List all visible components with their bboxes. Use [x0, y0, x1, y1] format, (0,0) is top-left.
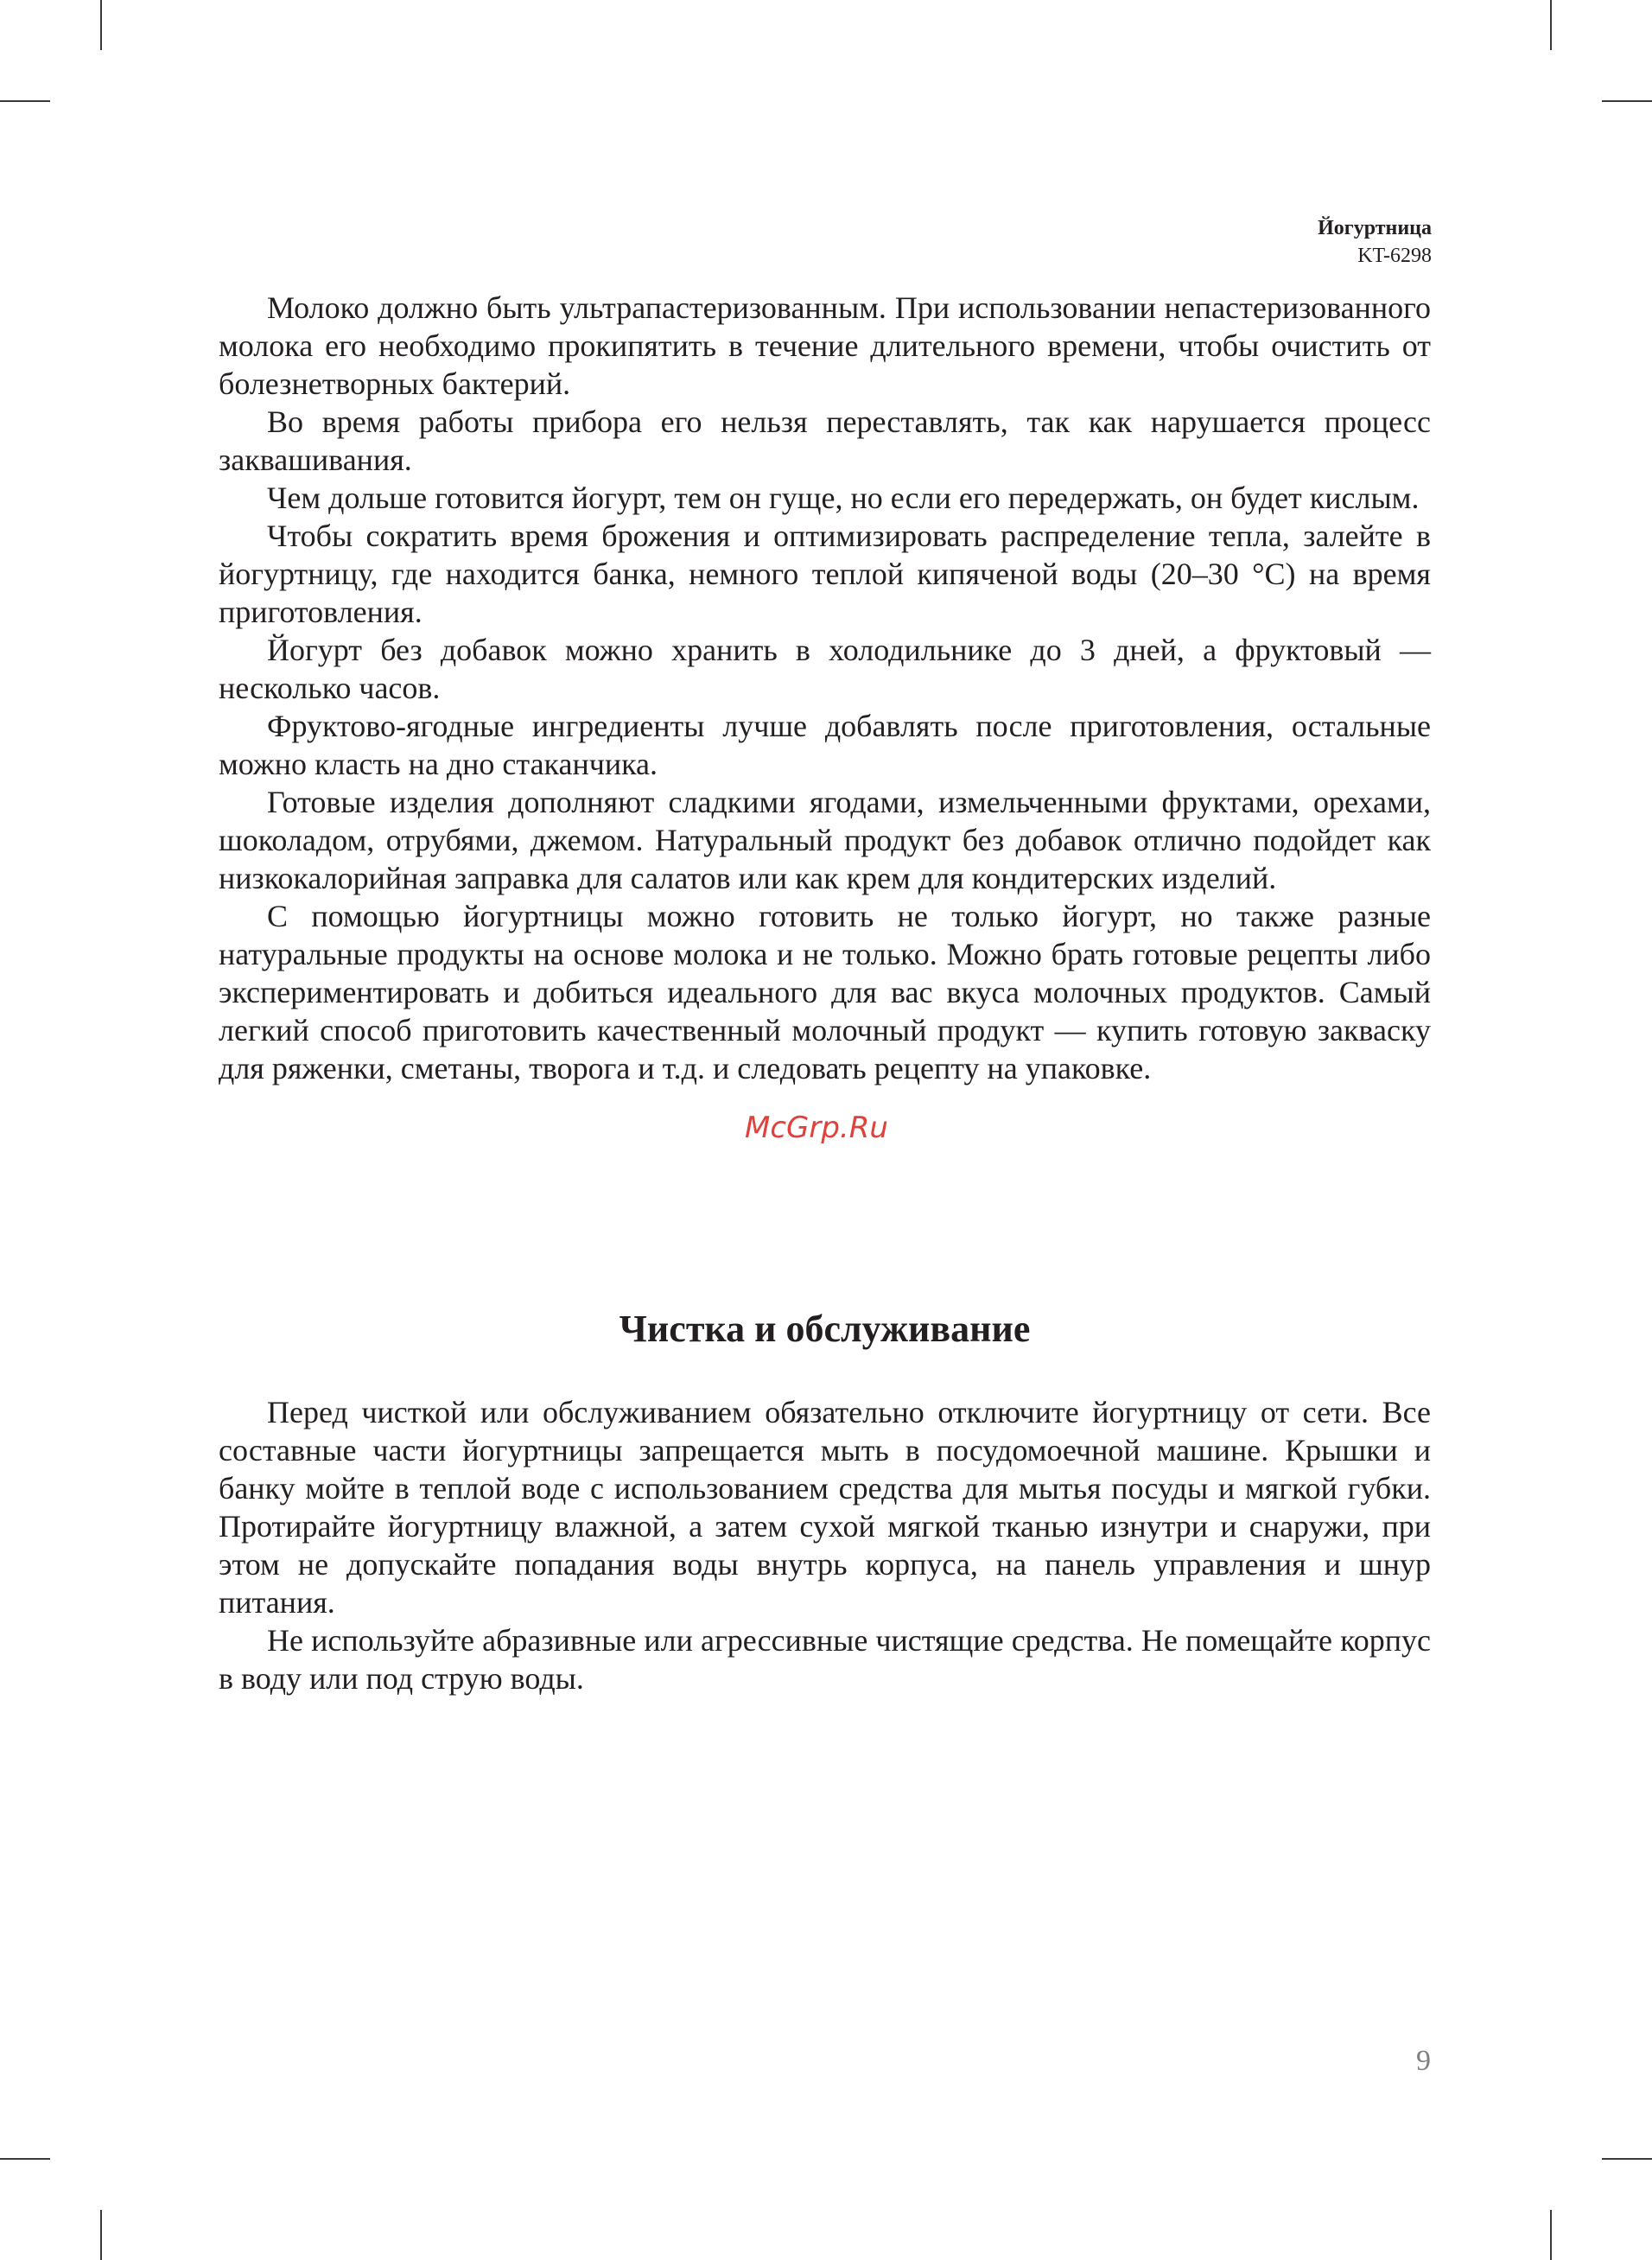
paragraph: Фруктово-ягодные ингредиенты лучше добавлять после приготовления, остальные можно класть на дно стаканчика.	[219, 709, 1431, 781]
paragraph: Йогурт без добавок можно хранить в холодильнике до 3 дней, а фруктовый — несколько часов.	[219, 633, 1431, 705]
crop-mark	[1550, 2210, 1552, 2260]
crop-mark	[1602, 100, 1652, 102]
paragraph: Во время работы прибора его нельзя переставлять, так как нарушается процесс заквашивания.	[219, 404, 1431, 477]
paragraph: Чем дольше готовится йогурт, тем он гуще, но если его передержать, он будет кислым.	[267, 481, 1420, 515]
crop-mark	[1550, 0, 1552, 50]
section-title: Чистка и обслуживание	[619, 1308, 1031, 1350]
watermark: McGrp.Ru	[745, 1111, 888, 1145]
crop-mark	[100, 2210, 102, 2260]
paragraph: С помощью йогуртницы можно готовить не только йогурт, но также разные натуральные продукты на основе молока и не только. Можно брать готовые рецепты либо экспериментировать и добиться идеального для вас вкуса молочных продуктов. Самый легкий способ приготовить качественный молочный продукт — купить готовую закваску для ряженки, сметаны, творога и т.д. и следовать рецепту на упаковке.	[219, 899, 1431, 1085]
product-name: Йогуртница	[1318, 217, 1432, 239]
page-number: 9	[1416, 2045, 1431, 2077]
paragraph: Готовые изделия дополняют сладкими ягодами, измельченными фруктами, орехами, шоколадом, отрубями, джемом. Натуральный продукт без добавок отлично подойдет как низкокалорийная заправка для салатов или как крем для кондитерских изделий.	[219, 785, 1431, 895]
model-number: KT-6298	[1357, 245, 1432, 267]
paragraph: Не используйте абразивные или агрессивные чистящие средства. Не помещайте корпус в воду или под струю воды.	[219, 1623, 1431, 1696]
paragraph: Молоко должно быть ультрапастеризованным. При использовании непастеризованного молока его необходимо прокипятить в течение длительного времени, чтобы очистить от болезнетворных бактерий.	[219, 290, 1431, 401]
crop-mark	[0, 100, 50, 102]
section-usage-tips	[219, 289, 1431, 1087]
crop-mark	[0, 2158, 50, 2160]
paragraph: Чтобы сократить время брожения и оптимизировать распределение тепла, залейте в йогуртницу, где находится банка, немного теплой кипяченой воды (20–30 °C) на время приготовления.	[219, 519, 1431, 629]
crop-mark	[1602, 2158, 1652, 2160]
running-header	[1318, 214, 1432, 270]
paragraph: Перед чисткой или обслуживанием обязательно отключите йогуртницу от сети. Все составные части йогуртницы запрещается мыть в посудомоечной машине. Крышки и банку мойте в теплой воде с использованием средства для мытья посуды и мягкой губки. Протирайте йогуртницу влажной, а затем сухой мягкой тканью изнутри и снаружи, при этом не допускайте попадания воды внутрь корпуса, на панель управления и шнур питания.	[219, 1395, 1431, 1620]
section-cleaning	[219, 1393, 1431, 1697]
crop-mark	[100, 0, 102, 50]
